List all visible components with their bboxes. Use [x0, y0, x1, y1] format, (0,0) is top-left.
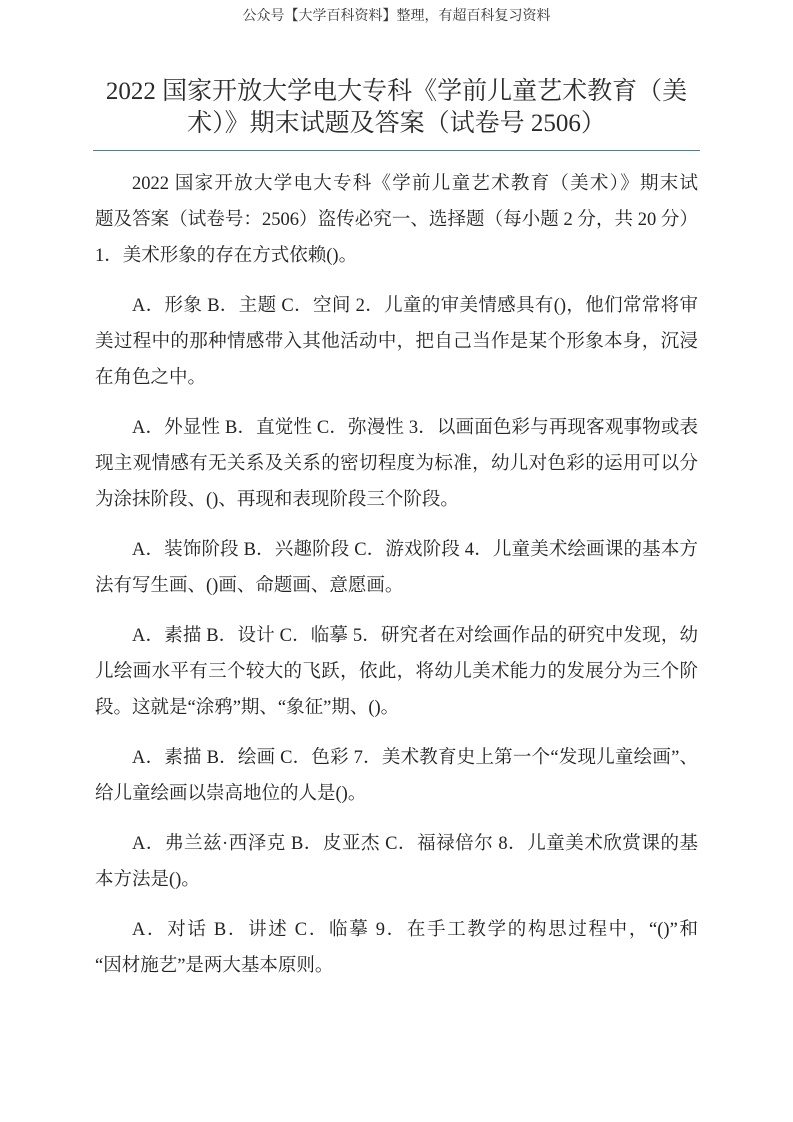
title-line: 2022 国家开放大学电大专科《学前儿童艺术教育（美	[105, 78, 688, 105]
paragraph	[95, 618, 698, 726]
paragraph	[95, 740, 698, 812]
text-line: 1．美术形象的存在方式依赖()。	[95, 246, 358, 266]
title-divider	[93, 150, 700, 151]
text-line: 儿绘画水平有三个较大的飞跃，依此，将幼儿美术能力的发展分为三个阶	[95, 662, 698, 682]
text-line: 段。这就是“涂鸦”期、“象征”期、()。	[95, 698, 400, 718]
text-line: 2022 国家开放大学电大专科《学前儿童艺术教育（美术）》期末试	[132, 174, 698, 194]
document-title	[95, 76, 698, 140]
text-line: 法有写生画、()画、命题画、意愿画。	[95, 576, 404, 596]
paragraph	[95, 532, 698, 604]
document-body	[95, 166, 698, 998]
text-line: “因材施艺”是两大基本原则。	[95, 956, 334, 976]
paragraph	[95, 166, 698, 274]
title-line: 术）》期末试题及答案（试卷号 2506）	[187, 110, 606, 137]
text-line: A．素描 B．设计 C．临摹 5．研究者在对绘画作品的研究中发现，幼	[132, 626, 698, 646]
paragraph	[95, 410, 698, 518]
text-line: 题及答案（试卷号：2506）盗传必究一、选择题（每小题 2 分，共 20 分）	[95, 210, 698, 230]
paragraph	[95, 826, 698, 898]
page-header: 公众号【大学百科资料】整理，有超百科复习资料	[242, 9, 551, 24]
text-line: 现主观情感有无关系及关系的密切程度为标准，幼儿对色彩的运用可以分	[95, 454, 698, 474]
text-line: 给儿童绘画以崇高地位的人是()。	[95, 784, 367, 804]
text-line: A．装饰阶段 B．兴趣阶段 C．游戏阶段 4．儿童美术绘画课的基本方	[132, 540, 698, 560]
text-line: 为涂抹阶段、()、再现和表现阶段三个阶段。	[95, 490, 459, 510]
paragraph	[95, 288, 698, 396]
text-line: 在角色之中。	[95, 368, 207, 388]
text-line: A．外显性 B．直觉性 C．弥漫性 3．以画面色彩与再现客观事物或表	[132, 418, 698, 438]
text-line: A．弗兰兹·西泽克 B．皮亚杰 C．福禄倍尔 8．儿童美术欣赏课的基	[132, 834, 698, 854]
paragraph	[95, 912, 698, 984]
text-line: A．对话 B．讲述 C．临摹 9．在手工教学的构思过程中，“()”和	[132, 920, 698, 940]
text-line: A．素描 B．绘画 C．色彩 7．美术教育史上第一个“发现儿童绘画”、	[132, 748, 698, 768]
text-line: 美过程中的那种情感带入其他活动中，把自己当作是某个形象本身，沉浸	[95, 332, 698, 352]
text-line: A．形象 B．主题 C．空间 2．儿童的审美情感具有()，他们常常将审	[132, 296, 698, 316]
text-line: 本方法是()。	[95, 870, 200, 890]
